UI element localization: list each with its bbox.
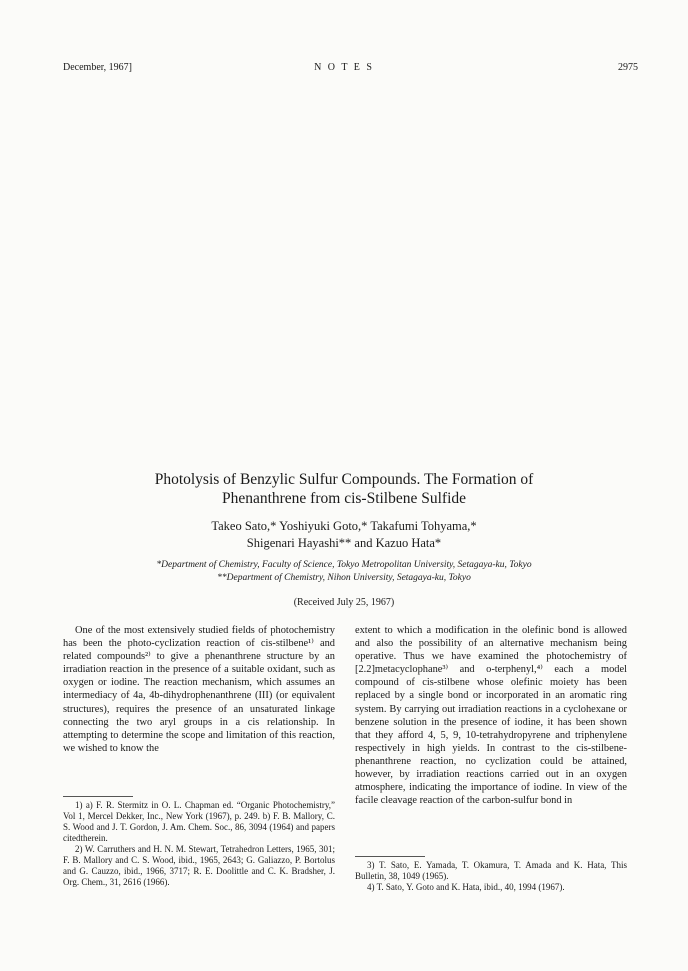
article-title-line-2: Phenanthrene from cis-Stilbene Sulfide <box>221 490 467 507</box>
footnote-4: 4) T. Sato, Y. Goto and K. Hata, ibid., 40, 1994 (1967). <box>367 882 565 892</box>
author-list <box>60 518 628 552</box>
footnotes-left <box>63 800 335 888</box>
page-number: 2975 <box>618 62 638 73</box>
footnote-divider-left <box>63 796 133 797</box>
article-title <box>60 470 628 508</box>
running-header-section: N O T E S <box>314 62 374 73</box>
body-column-left: One of the most extensively studied fields of photochemistry has been the photo-cyclization reaction of cis-stilbene¹⁾ and related compounds²⁾ to give a phenanthrene structure by an irradiation reaction in the presence of a suitable oxidant, such as oxygen or iodine. The reaction mechanism, which assumes an intermediacy of 4a, 4b-dihydrophenanthrene (III) (or equivalent structures), requires the presence of an unsaturated linkage connecting the two aryl groups in a cis relationship. In attempting to determine the scope and limitation of this reaction, we wished to know the <box>63 625 335 754</box>
footnote-1: 1) a) F. R. Stermitz in O. L. Chapman ed. “Organic Photochemistry,” Vol 1, Mercel Dekker, Inc., New York (1967), p. 249. b) F. B. Mallory, C. S. Wood and J. T. Gordon, J. Am. Chem. Soc., 86, 3094 (1964) and papers citedtherein. <box>63 800 335 843</box>
author-list-line-2: Shigenari Hayashi** and Kazuo Hata* <box>246 536 442 550</box>
footnotes-right <box>355 860 627 893</box>
running-header-date: December, 1967] <box>63 62 133 73</box>
body-column-right: extent to which a modification in the olefinic bond is allowed and also the possibility of an alternative mechanism being operative. Thus we have examined the photochemistry of [2.2]metacyclophane³⁾ and o-terphenyl,⁴⁾ each a model compound of cis-stilbene whose olefinic moiety has been replaced by a single bond or incorporated in an aromatic ring system. By carrying out irradiation reactions in a cyclohexane or benzene solution in the presence of iodine, it has been shown that they afford 4, 5, 9, 10-tetrahydropyrene and triphenylene respectively in high yields. In contrast to the cis-stilbene-phenanthrene reaction, no cyclization could be attained, however, by irradiation reactions carried out in an oxygen atmosphere, indicating the importance of iodine. In view of the facile cleavage reaction of the carbon-sulfur bond in <box>355 625 627 807</box>
footnote-2: 2) W. Carruthers and H. N. M. Stewart, Tetrahedron Letters, 1965, 301; F. B. Mallory and C. S. Wood, ibid., 1965, 2643; G. Galiazzo, P. Bortolus and G. Cauzzo, ibid., 1966, 3717; R. E. Doolittle and C. K. Bradsher, J. Org. Chem., 31, 2616 (1966). <box>63 844 335 887</box>
affiliation-1: *Department of Chemistry, Faculty of Science, Tokyo Metropolitan University, Setagaya-ku, Tokyo <box>156 560 532 570</box>
received-date: (Received July 25, 1967) <box>293 597 395 608</box>
footnote-3: 3) T. Sato, E. Yamada, T. Okamura, T. Amada and K. Hata, This Bulletin, 38, 1049 (1965). <box>355 860 627 881</box>
footnote-divider-right <box>355 856 425 857</box>
article-title-line-1: Photolysis of Benzylic Sulfur Compounds. The Formation of <box>154 471 534 488</box>
affiliations <box>60 559 628 585</box>
author-list-line-1: Takeo Sato,* Yoshiyuki Goto,* Takafumi Tohyama,* <box>211 519 477 533</box>
affiliation-2: **Department of Chemistry, Nihon University, Setagaya-ku, Tokyo <box>217 573 471 583</box>
